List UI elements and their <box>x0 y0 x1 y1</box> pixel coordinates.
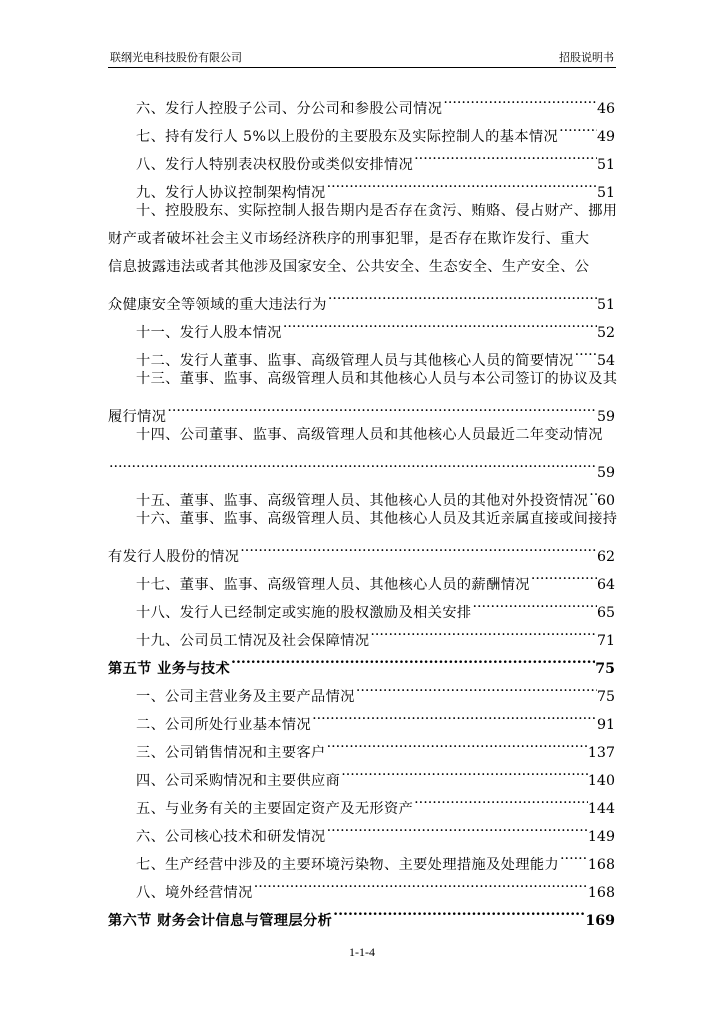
toc-page: 91 <box>596 717 615 733</box>
toc-page: 62 <box>596 549 615 565</box>
toc-page: 59 <box>596 465 615 481</box>
toc-section-6[interactable]: 第六节 财务会计信息与管理层分析 ..... 169 <box>108 897 615 925</box>
toc-entry[interactable]: 六、公司核心技术和研发情况 ..... 149 <box>108 813 615 841</box>
toc-page: 75 <box>595 661 615 677</box>
page-number: 1-1-4 <box>349 945 375 959</box>
toc-page: 149 <box>587 829 615 845</box>
toc-page: 59 <box>596 409 615 425</box>
toc-entry[interactable]: 十七、董事、监事、高级管理人员、其他核心人员的薪酬情况 ..... 64 <box>108 561 615 589</box>
toc-page: 52 <box>596 325 615 341</box>
toc-entry[interactable]: 十八、发行人已经制定或实施的股权激励及相关安排 ..... 65 <box>108 589 615 617</box>
toc-page: 51 <box>596 297 615 313</box>
toc-entry[interactable]: 十五、董事、监事、高级管理人员、其他核心人员的其他对外投资情况 ..... 60 <box>108 477 615 505</box>
toc-page: 168 <box>587 885 615 901</box>
toc-entry[interactable]: 七、生产经营中涉及的主要环境污染物、主要处理措施及处理能力 ..... 168 <box>108 841 615 869</box>
toc-page: 75 <box>596 689 615 705</box>
page-header <box>108 51 616 68</box>
toc-entry[interactable]: 六、发行人控股子公司、分公司和参股公司情况 ..... 46 <box>108 85 615 113</box>
toc-entry[interactable]: 二、公司所处行业基本情况 ..... 91 <box>108 701 615 729</box>
toc-entry[interactable]: 十九、公司员工情况及社会保障情况 ..... 71 <box>108 617 615 645</box>
table-of-contents <box>108 85 618 929</box>
toc-page: 65 <box>596 605 615 621</box>
header-company: 联纲光电科技股份有限公司 <box>110 51 242 64</box>
toc-page: 51 <box>596 185 615 201</box>
toc-entry[interactable]: 九、发行人协议控制架构情况 ..... 51 <box>108 169 615 197</box>
toc-page: 169 <box>585 913 615 929</box>
toc-page: 137 <box>587 745 615 761</box>
toc-entry[interactable]: 十二、发行人董事、监事、高级管理人员与其他核心人员的简要情况 ..... 54 <box>108 337 615 365</box>
toc-entry[interactable]: 三、公司销售情况和主要客户 ..... 137 <box>108 729 615 757</box>
toc-entry-multiline[interactable]: 十四、公司董事、监事、高级管理人员和其他核心人员最近二年变动情况 ..... 59 <box>108 421 615 477</box>
toc-page: 46 <box>596 101 615 117</box>
toc-section-5[interactable]: 第五节 业务与技术 ..... 75 <box>108 645 615 673</box>
header-doc-type: 招股说明书 <box>559 51 614 64</box>
toc-page: 64 <box>596 577 615 593</box>
toc-page: 71 <box>596 633 615 649</box>
toc-page: 168 <box>587 857 615 873</box>
toc-entry[interactable]: 五、与业务有关的主要固定资产及无形资产 ..... 144 <box>108 785 615 813</box>
toc-page: 60 <box>596 493 615 509</box>
toc-entry[interactable]: 七、持有发行人 5%以上股份的主要股东及实际控制人的基本情况 ..... 49 <box>108 113 615 141</box>
toc-page: 144 <box>587 801 615 817</box>
toc-entry-multiline[interactable]: 十六、董事、监事、高级管理人员、其他核心人员及其近亲属直接或间接持 有发行人股份的情况 ..... 62 <box>108 505 615 561</box>
toc-page: 54 <box>596 353 615 369</box>
toc-entry[interactable]: 四、公司采购情况和主要供应商 ..... 140 <box>108 757 615 785</box>
toc-page: 49 <box>596 129 615 145</box>
toc-entry[interactable]: 八、境外经营情况 ..... 168 <box>108 869 615 897</box>
toc-entry[interactable]: 一、公司主营业务及主要产品情况 ..... 75 <box>108 673 615 701</box>
toc-entry-multiline[interactable]: 十三、董事、监事、高级管理人员和其他核心人员与本公司签订的协议及其 履行情况 ..... 59 <box>108 365 615 421</box>
toc-entry-multiline[interactable]: 十、控股股东、实际控制人报告期内是否存在贪污、贿赂、侵占财产、挪用 财产或者破坏社会主义市场经济秩序的刑事犯罪，是否存在欺诈发行、重大 信息披露违法或者其他涉及国家安全、公共安全、生态安全、生产安全、公 众健康安全等领域的重大违法行为 ..... 51 <box>108 197 615 309</box>
toc-entry[interactable]: 十一、发行人股本情况 ..... 52 <box>108 309 615 337</box>
toc-entry[interactable]: 八、发行人特别表决权股份或类似安排情况 ..... 51 <box>108 141 615 169</box>
toc-page: 51 <box>596 157 615 173</box>
toc-page: 140 <box>587 773 615 789</box>
